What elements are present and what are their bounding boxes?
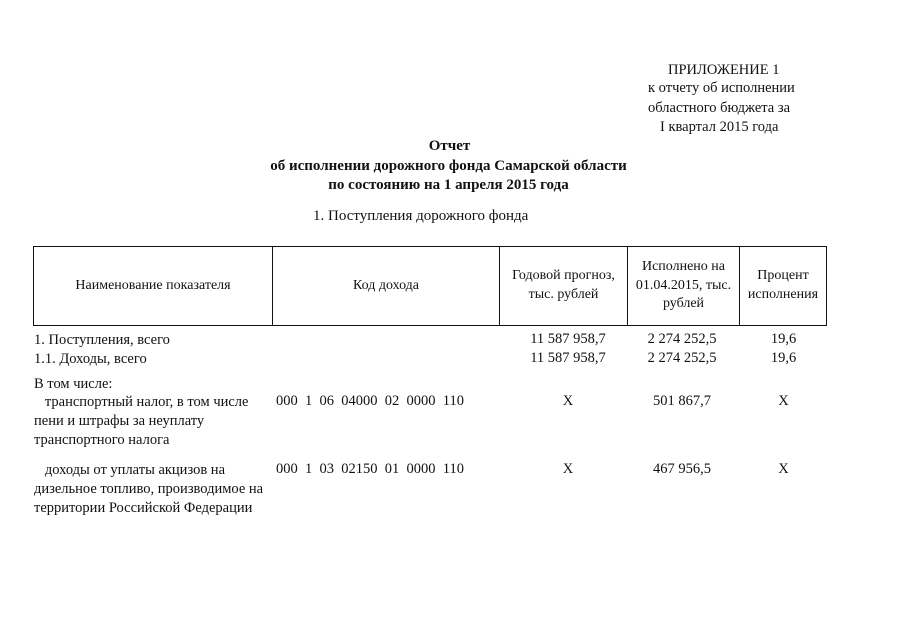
row-code: 000 1 03 02150 01 0000 110 <box>276 461 464 477</box>
header-code: Код дохода <box>273 247 500 326</box>
annex-line-2: к отчету об исполнении <box>648 80 795 96</box>
row-done: 2 274 252,5 <box>647 331 717 347</box>
row-done: 467 956,5 <box>653 461 711 477</box>
report-title: Отчет <box>428 138 471 154</box>
row-forecast: 11 587 958,7 <box>530 350 606 366</box>
row-percent: 19,6 <box>770 350 797 366</box>
header-done: Исполнено на 01.04.2015, тыс. рублей <box>628 247 740 326</box>
header-name: Наименование показателя <box>34 247 273 326</box>
annex-line-3: областного бюджета за <box>648 100 791 116</box>
row-percent: X <box>778 461 789 477</box>
annex-line-4: I квартал 2015 года <box>660 119 779 135</box>
row-name: транспортный налог, в том числе пени и штрафы за неуплату транспортного налога <box>34 394 253 448</box>
report-date-line: по состоянию на 1 апреля 2015 года <box>328 177 569 193</box>
row-code: 000 1 06 04000 02 0000 110 <box>276 393 464 409</box>
row-name: 1.1. Доходы, всего <box>34 351 147 367</box>
row-name: доходы от уплаты акцизов на дизельное топливо, производимое на территории Российской Федерации <box>34 462 267 516</box>
row-percent: X <box>778 393 789 409</box>
annex-line-1: ПРИЛОЖЕНИЕ 1 <box>668 62 780 78</box>
table-header <box>33 246 827 326</box>
row-percent: 19,6 <box>770 331 797 347</box>
section-heading: 1. Поступления дорожного фонда <box>313 208 529 224</box>
row-forecast: X <box>562 461 574 477</box>
row-done: 2 274 252,5 <box>647 350 717 366</box>
row-forecast: 11 587 958,7 <box>530 331 606 347</box>
header-percent: Процент исполнения <box>740 247 827 326</box>
report-subtitle: об исполнении дорожного фонда Самарской области <box>270 158 627 174</box>
header-forecast: Годовой прогноз, тыс. рублей <box>500 247 628 326</box>
row-name: В том числе: <box>34 376 113 392</box>
row-forecast: X <box>562 393 574 409</box>
row-done: 501 867,7 <box>653 393 711 409</box>
row-name: 1. Поступления, всего <box>34 332 170 348</box>
